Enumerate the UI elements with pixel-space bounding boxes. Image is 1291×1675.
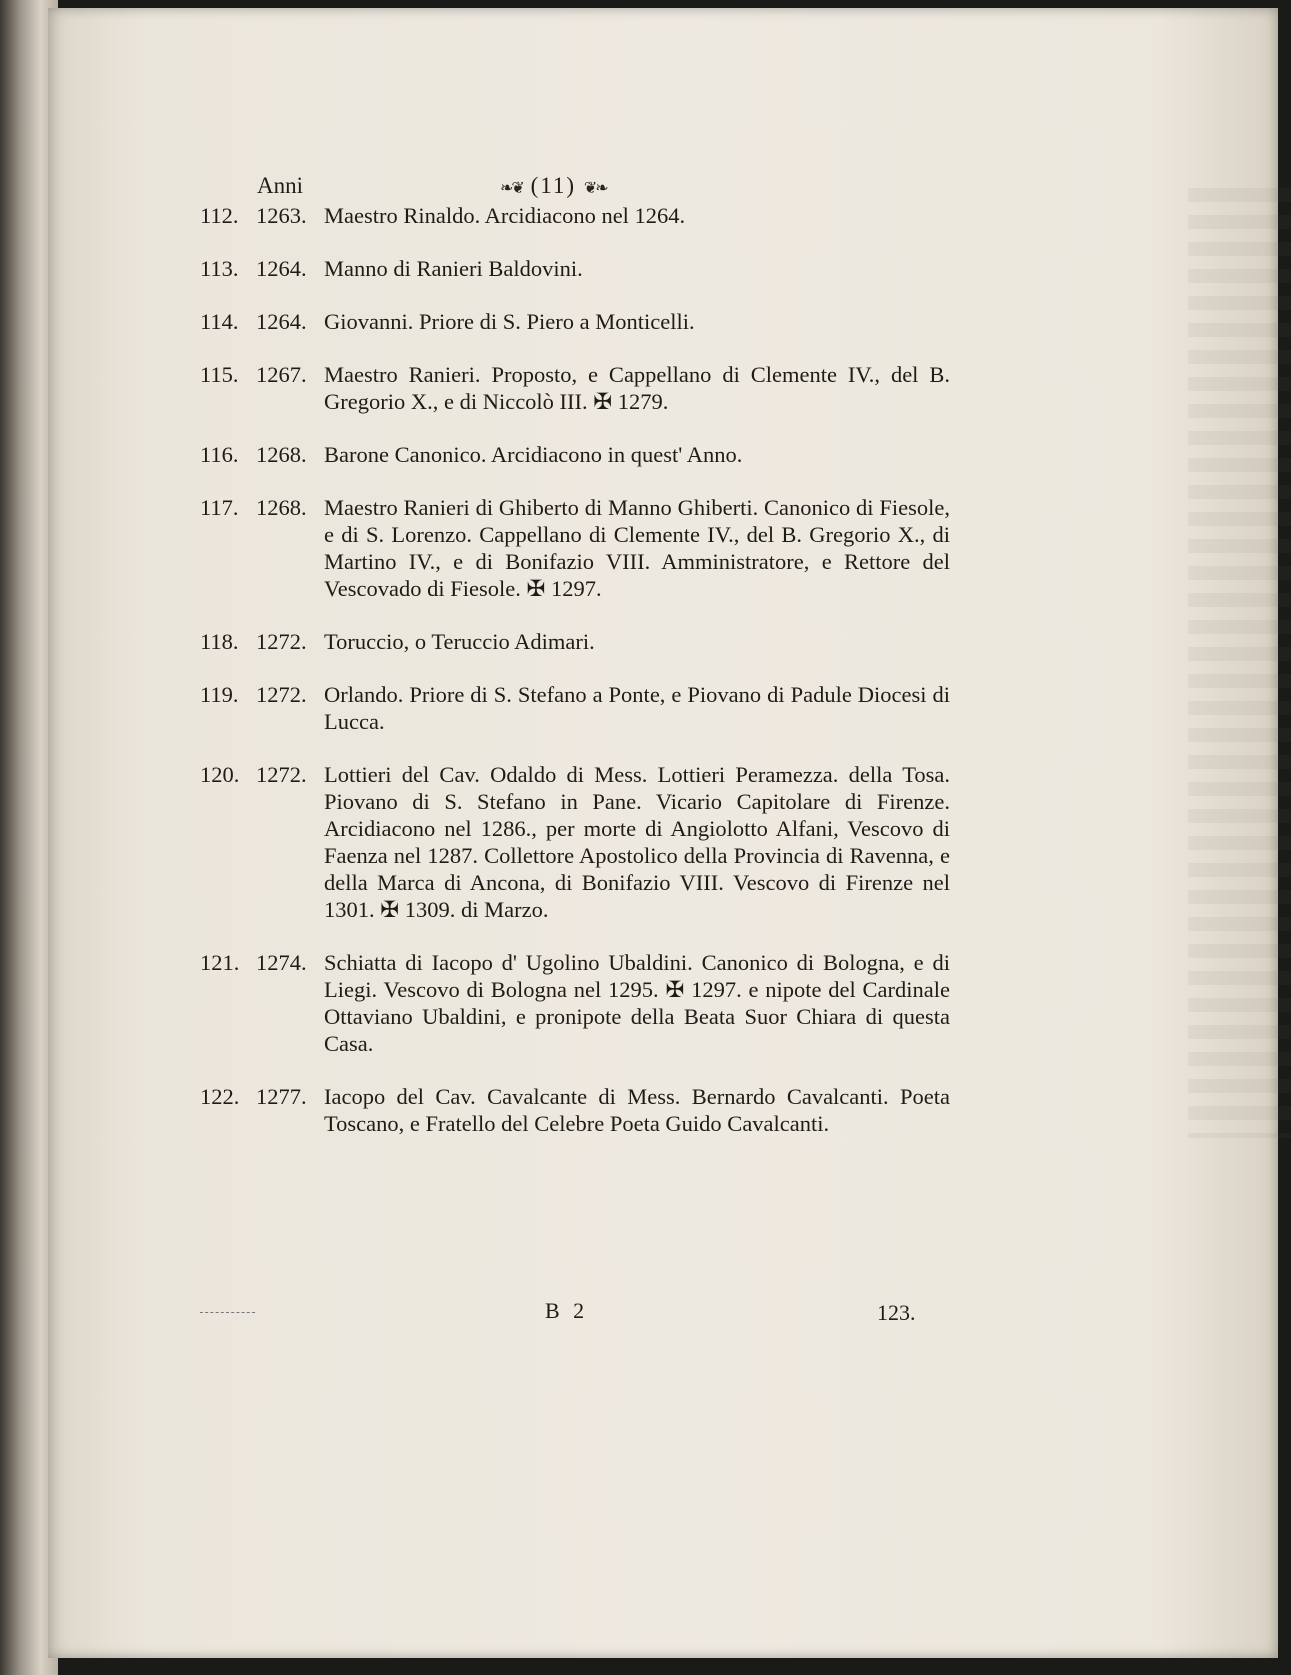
- list-item: [200, 255, 950, 282]
- entry-year: 1264.: [256, 256, 307, 281]
- entry-number: 114.: [200, 309, 239, 334]
- list-item: [200, 949, 950, 1057]
- header-label: Anni: [257, 173, 303, 198]
- page-number-line: ❧❦ (11) ❦❧: [500, 172, 607, 202]
- list-item: [200, 361, 950, 415]
- entry-text: Toruccio, o Teruccio Adimari.: [324, 629, 595, 654]
- list-item: [200, 441, 950, 468]
- catchword: 123.: [877, 1300, 916, 1325]
- entry-year: 1277.: [256, 1084, 307, 1109]
- left-ornament-icon: ❧❦: [500, 180, 523, 197]
- entry-text: Maestro Rinaldo. Arcidiacono nel 1264.: [324, 203, 686, 228]
- entry-text: Maestro Ranieri. Proposto, e Cappellano di Clemente IV., del B. Gregorio X., e di Niccolò III. ✠ 1279.: [324, 362, 950, 414]
- list-item: [200, 202, 950, 229]
- page-footer: [200, 1298, 950, 1328]
- entry-text: Manno di Ranieri Baldovini.: [324, 256, 583, 281]
- entry-number: 120.: [200, 762, 240, 787]
- entry-number: 117.: [200, 495, 239, 520]
- entry-year: 1272.: [256, 682, 307, 707]
- list-item: [200, 308, 950, 335]
- entry-text: Iacopo del Cav. Cavalcante di Mess. Bernardo Cavalcanti. Poeta Toscano, e Fratello del Celebre Poeta Guido Cavalcanti.: [324, 1084, 950, 1136]
- entry-text: Barone Canonico. Arcidiacono in quest' Anno.: [324, 442, 743, 467]
- entry-number: 112.: [200, 203, 239, 228]
- list-item: [200, 494, 950, 602]
- list-item: [200, 681, 950, 735]
- entry-year: 1264.: [256, 309, 307, 334]
- entry-year: 1268.: [256, 442, 307, 467]
- right-ornament-icon: ❦❧: [583, 180, 607, 197]
- entry-text: Giovanni. Priore di S. Piero a Monticelli.: [324, 309, 695, 334]
- footer-rule: [200, 1312, 255, 1313]
- entry-number: 118.: [200, 629, 239, 654]
- entry-number: 115.: [200, 362, 239, 387]
- entry-year: 1272.: [256, 629, 307, 654]
- list-item: [200, 1083, 950, 1137]
- list-item: [200, 761, 950, 923]
- running-head: [200, 168, 950, 202]
- entry-text: Lottieri del Cav. Odaldo di Mess. Lottieri Peramezza. della Tosa. Piovano di S. Stefano in Pane. Vicario Capitolare di Firenze. Arcidiacono nel 1286., per morte di Angiolotto Alfani, Vescovo di Faenza nel 1287. Collettore Apostolico della Provincia di Ravenna, e della Marca di Ancona, di Bonifazio VIII. Vescovo di Firenze nel 1301. ✠ 1309. di Marzo.: [324, 762, 950, 922]
- page-number: 11: [540, 173, 567, 198]
- signature-mark: B 2: [545, 1298, 589, 1323]
- entry-year: 1268.: [256, 495, 307, 520]
- entry-year: 1272.: [256, 762, 307, 787]
- entry-text: Schiatta di Iacopo d' Ugolino Ubaldini. Canonico di Bologna, e di Liegi. Vescovo di Bologna nel 1295. ✠ 1297. e nipote del Cardinale Ottaviano Ubaldini, e pronipote della Beata Suor Chiara di questa Casa.: [324, 950, 950, 1056]
- entry-text: Maestro Ranieri di Ghiberto di Manno Ghiberti. Canonico di Fiesole, e di S. Lorenzo. Cappellano di Clemente IV., del B. Gregorio X., di Martino IV., e di Bonifazio VIII. Amministratore, e Rettore del Vescovado di Fiesole. ✠ 1297.: [324, 495, 950, 601]
- text-block: [200, 168, 950, 1163]
- list-item: [200, 628, 950, 655]
- entry-number: 121.: [200, 950, 240, 975]
- entry-year: 1267.: [256, 362, 307, 387]
- entry-year: 1274.: [256, 950, 307, 975]
- entry-year: 1263.: [256, 203, 307, 228]
- entry-text: Orlando. Priore di S. Stefano a Ponte, e Piovano di Padule Diocesi di Lucca.: [324, 682, 950, 734]
- show-through-bleed: [1188, 188, 1291, 1138]
- entry-number: 113.: [200, 256, 239, 281]
- entry-number: 119.: [200, 682, 239, 707]
- entry-number: 116.: [200, 442, 239, 467]
- entry-number: 122.: [200, 1084, 240, 1109]
